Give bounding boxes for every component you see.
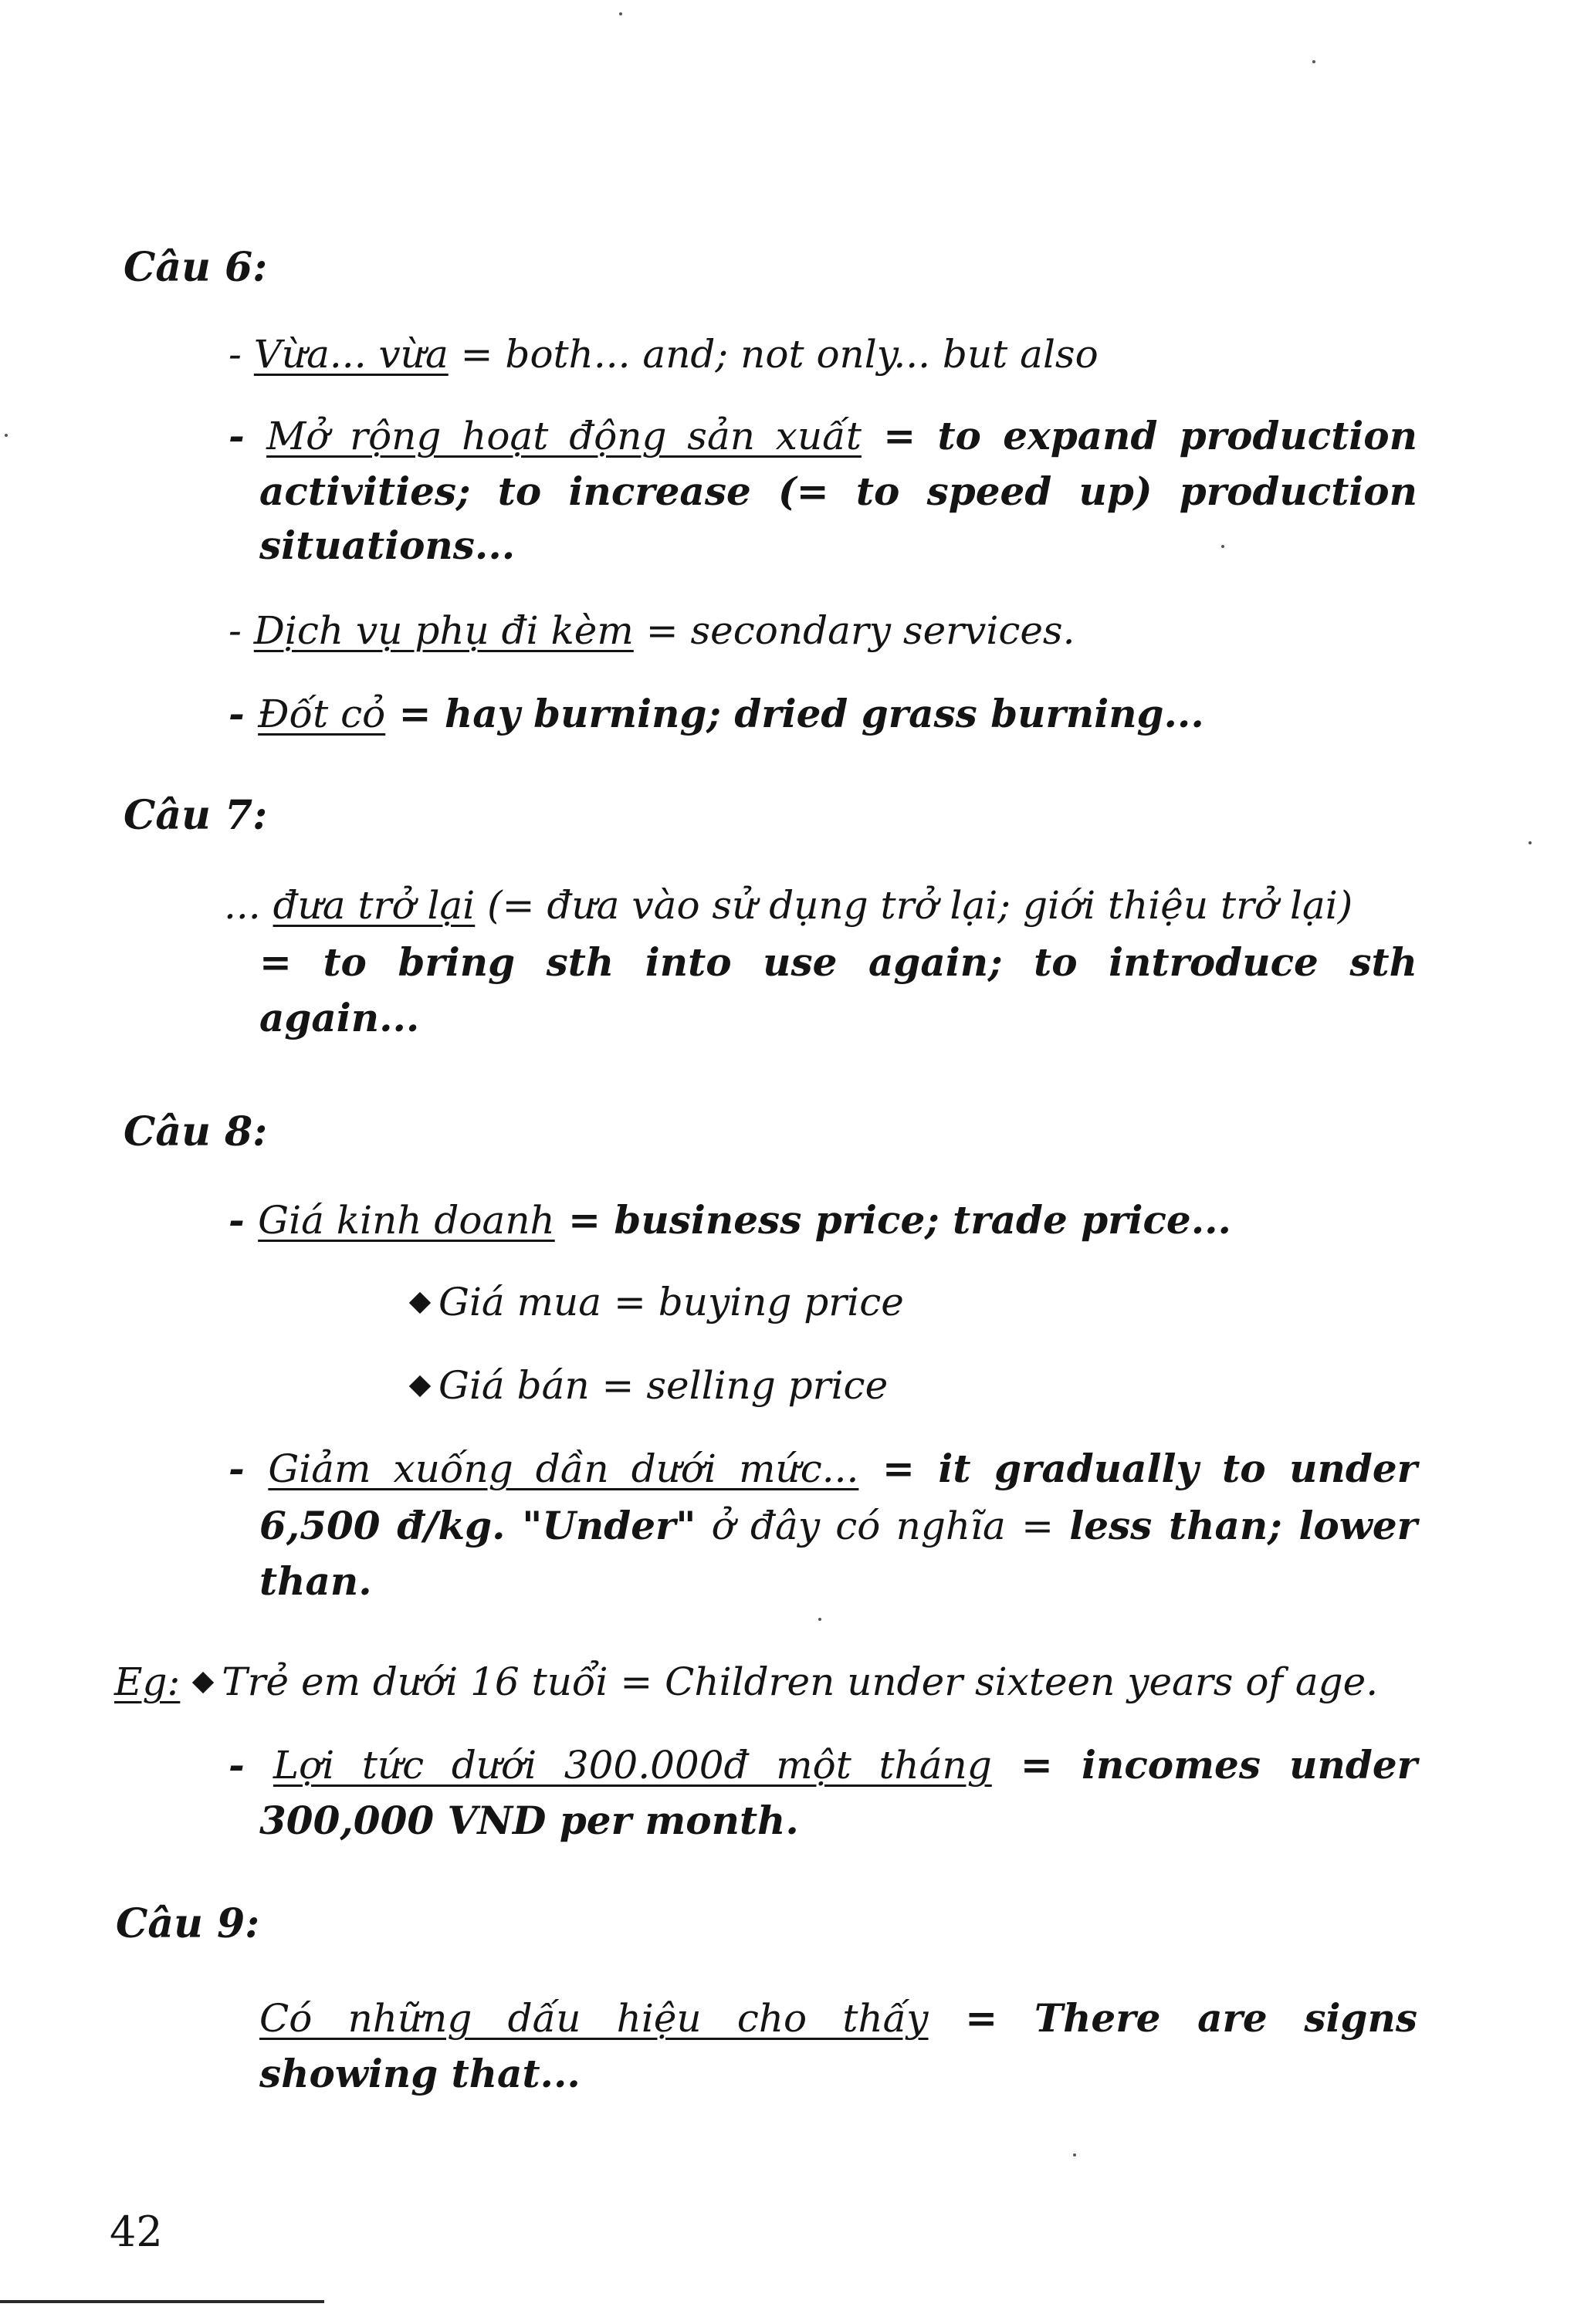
example-text: Trẻ em dưới 16 tuổi = Children under sixteen years of age.	[222, 1659, 1379, 1704]
english-definition: = both... and; not only... but also	[448, 332, 1099, 377]
item-bullet: -	[229, 691, 259, 736]
scan-speck	[1073, 2153, 1076, 2157]
item-bullet: -	[229, 332, 254, 377]
definition-continuation: situations...	[259, 523, 516, 568]
english-definition: = it gradually to under	[858, 1446, 1417, 1491]
vocab-item	[229, 1737, 1417, 1794]
definition-part: less than; lower	[1069, 1503, 1417, 1548]
item-lead: ...	[224, 883, 273, 928]
example-bullet-item	[409, 1357, 888, 1414]
vocab-item	[229, 326, 1099, 383]
example-label: Eg:	[114, 1659, 181, 1704]
item-bullet: -	[229, 1197, 259, 1243]
scan-speck	[818, 1618, 821, 1621]
item-bullet: -	[229, 1742, 273, 1788]
section-heading-cau-6: Câu 6:	[124, 244, 268, 291]
scan-speck	[1221, 545, 1224, 548]
vocab-item	[229, 1192, 1231, 1249]
vocab-item	[229, 685, 1204, 743]
section-heading-cau-9: Câu 9:	[116, 1900, 260, 1947]
english-definition: = There are signs	[928, 1995, 1417, 2041]
vietnamese-term: Mở rộng hoạt động sản xuất	[266, 414, 862, 458]
definition-continuation: activities; to increase (= to speed up) production	[259, 469, 1417, 514]
vietnamese-term: Có những dấu hiệu cho thấy	[259, 1996, 929, 2041]
definition-part: ở đây có nghĩa =	[696, 1504, 1070, 1548]
page-number: 42	[110, 2207, 163, 2256]
english-definition: = secondary services.	[633, 608, 1075, 653]
item-bullet: -	[229, 413, 267, 458]
item-bullet: -	[229, 608, 254, 653]
vocab-item	[229, 408, 1417, 465]
english-definition: = to expand production	[861, 413, 1418, 458]
vietnamese-term: Dịch vụ phụ đi kèm	[253, 608, 634, 653]
section-heading-cau-8: Câu 8:	[124, 1108, 268, 1155]
example-text: Giá mua = buying price	[438, 1280, 904, 1324]
vocab-item	[259, 1990, 1417, 2047]
scan-speck	[5, 434, 8, 437]
vietnamese-term: Giá kinh doanh	[258, 1198, 555, 1243]
definition-continuation: showing that...	[259, 2051, 581, 2096]
vietnamese-note: (= đưa vào sử dụng trở lại; giới thiệu trở lại)	[475, 883, 1353, 928]
scan-speck	[619, 12, 622, 15]
english-definition: = hay burning; dried grass burning...	[385, 691, 1204, 736]
vietnamese-term: đưa trở lại	[273, 883, 476, 928]
vietnamese-term: Giảm xuống dần dưới mức...	[268, 1446, 859, 1491]
definition-continuation: 300,000 VND per month.	[259, 1798, 799, 1843]
definition-continuation: again...	[259, 995, 420, 1040]
example-text: Giá bán = selling price	[438, 1363, 889, 1408]
scan-speck	[1312, 60, 1315, 63]
vietnamese-term: Đốt cỏ	[258, 692, 386, 736]
definition-continuation	[259, 1497, 1417, 1554]
bottom-rule	[0, 2300, 324, 2303]
definition-continuation: = to bring sth into use again; to introduce sth	[259, 939, 1417, 985]
diamond-bullet-icon	[192, 1672, 214, 1693]
scan-speck	[1529, 841, 1532, 844]
vietnamese-term: Lợi tức dưới 300.000đ một tháng	[273, 1743, 992, 1788]
example-line	[114, 1653, 1378, 1710]
vocab-item	[229, 1440, 1417, 1497]
diamond-bullet-icon	[409, 1375, 431, 1397]
vocab-item	[229, 602, 1075, 659]
example-bullet-item	[409, 1274, 904, 1331]
item-bullet: -	[229, 1446, 269, 1491]
english-definition: = incomes under	[991, 1742, 1417, 1788]
section-heading-cau-7: Câu 7:	[124, 792, 268, 839]
english-definition: = business price; trade price...	[554, 1197, 1231, 1243]
definition-part: 6,500 đ/kg. "Under"	[259, 1503, 696, 1548]
vocab-item	[224, 877, 1352, 934]
vietnamese-term: Vừa... vừa	[253, 332, 449, 377]
diamond-bullet-icon	[409, 1292, 431, 1314]
definition-continuation: than.	[259, 1558, 372, 1604]
